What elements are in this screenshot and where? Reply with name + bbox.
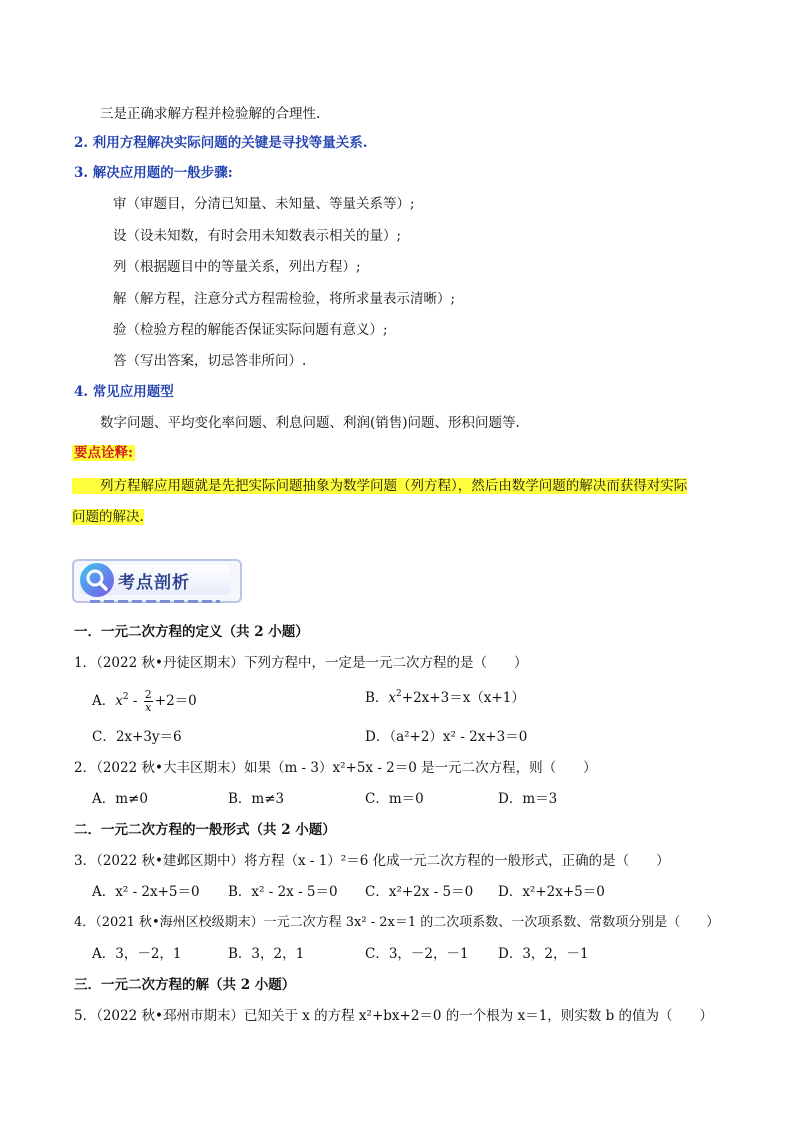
option-d: D．x²+2x+5＝0 — [498, 884, 605, 900]
note-text-2: 问题的解决. — [72, 509, 144, 525]
question-5: 5．（2022 秋•邳州市期末）已知关于 x 的方程 x²+bx+2＝0 的一个根为 x＝1，则实数 b 的值为（ ） — [74, 1008, 714, 1024]
step-item: 解（解方程，注意分式方程需检验，将所求量表示清晰）; — [113, 291, 456, 307]
step-item: 验（检验方程的解能否保证实际问题有意义）; — [113, 322, 388, 338]
magnifier-icon — [80, 563, 114, 597]
note-line-2 — [72, 508, 144, 526]
section-heading: 三．一元二次方程的解（共 2 小题） — [74, 977, 296, 993]
option-b: B．$x^2+2x+3=x(x+1)$ — [365, 689, 525, 706]
option-a: A．$x^2$ - $\frac{2}{x}$ +2＝0 — [92, 688, 197, 714]
option-a: A．x² - 2x+5＝0 — [92, 884, 200, 900]
option-label: B． — [365, 690, 389, 706]
step-item: 列（根据题目中的等量关系，列出方程）; — [113, 259, 361, 275]
step-item: 答（写出答案，切忌答非所问）. — [113, 353, 307, 369]
question-3: 3．（2022 秋•建邺区期中）将方程（x - 1）²＝6 化成一元二次方程的一般形式，正确的是（ ） — [74, 853, 670, 869]
option-d: D．（a²+2）x² - 2x+3＝0 — [365, 729, 528, 745]
option-d: D．m＝3 — [498, 791, 558, 807]
note-text-1: 列方程解应用题就是先把实际问题抽象为数学问题（列方程），然后由数学问题的解决而获得对实际 — [72, 478, 687, 494]
intro-line-1: 三是正确求解方程并检验解的合理性. — [100, 106, 321, 122]
option-c: C．3，－2，－1 — [365, 946, 469, 962]
banner-title: 考点剖析 — [118, 573, 190, 593]
question-4: 4．（2021 秋•海州区校级期末）一元二次方程 3x² - 2x＝1 的二次项系数、一次项系数、常数项分别是（ ） — [74, 915, 720, 930]
step-item: 审（审题目，分清已知量、未知量、等量关系等）; — [113, 196, 415, 212]
option-a: A．m≠0 — [92, 791, 148, 807]
note-line-1 — [72, 477, 687, 495]
point-3-heading: 3. 解决应用题的一般步骤: — [74, 165, 233, 181]
option-b: B．m≠3 — [228, 791, 285, 807]
option-rest: +2＝0 — [154, 693, 197, 709]
question-2: 2．（2022 秋•大丰区期末）如果（m - 3）x²+5x - 2＝0 是一元二次方程，则（ ） — [74, 760, 597, 776]
section-banner — [72, 553, 242, 603]
question-1: 1．（2022 秋•丹徒区期末）下列方程中，一定是一元二次方程的是（ ） — [74, 655, 528, 671]
option-d: D．3，2，－1 — [498, 946, 589, 962]
option-label: A． — [92, 693, 116, 709]
note-label-text: 要点诠释: — [74, 445, 133, 461]
option-c: C．x²+2x - 5＝0 — [365, 884, 474, 900]
option-c: C．m＝0 — [365, 791, 424, 807]
option-c: C．2x+3y＝6 — [92, 729, 182, 745]
step-item: 设（设未知数，有时会用未知数表示相关的量）; — [113, 228, 402, 244]
banner-frame — [72, 559, 242, 603]
types-text: 数字问题、平均变化率问题、利息问题、利润(销售)问题、形积问题等. — [100, 415, 520, 431]
point-4-heading: 4. 常见应用题型 — [74, 384, 174, 400]
option-rest: +2x+3＝x（x+1） — [401, 690, 525, 706]
option-b: B．3，2，1 — [228, 946, 305, 962]
fraction: $\frac{2}{x}$ — [144, 688, 152, 714]
note-label — [72, 444, 135, 462]
option-a: A．3，－2，1 — [92, 946, 182, 962]
point-2-heading: 2. 利用方程解决实际问题的关键是寻找等量关系. — [74, 135, 368, 151]
section-heading: 一．一元二次方程的定义（共 2 小题） — [74, 624, 309, 640]
banner-dashes — [90, 600, 220, 603]
option-b: B．x² - 2x - 5＝0 — [228, 884, 338, 900]
section-heading: 二．一元二次方程的一般形式（共 2 小题） — [74, 822, 336, 838]
